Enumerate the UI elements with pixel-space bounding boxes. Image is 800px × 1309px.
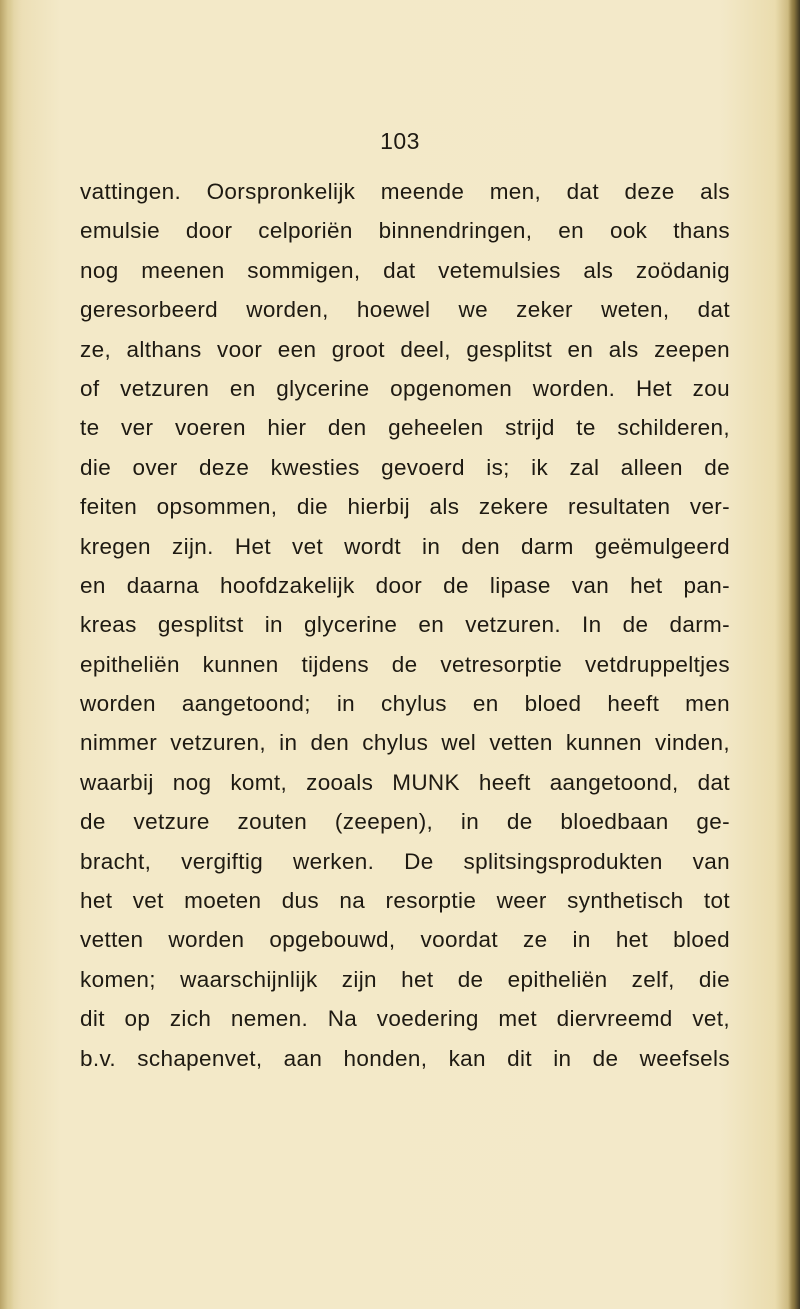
text-line: geresorbeerd worden, hoewel we zeker weten, dat bbox=[80, 297, 730, 323]
text-line: of vetzuren en glycerine opgenomen worden. Het zou bbox=[80, 375, 730, 401]
text-line: te ver voeren hier den geheelen strijd te schilderen, bbox=[80, 415, 730, 441]
text-line: waarbij nog komt, zooals MUNK heeft aangetoond, dat bbox=[80, 769, 730, 795]
text-line: die over deze kwesties gevoerd is; ik zal alleen de bbox=[80, 454, 730, 480]
text-line: komen; waarschijnlijk zijn het de epitheliën zelf, die bbox=[80, 966, 730, 992]
text-line: emulsie door celporiën binnendringen, en ook thans bbox=[80, 218, 730, 244]
body-text bbox=[80, 172, 730, 1078]
text-line: kregen zijn. Het vet wordt in den darm geëmulgeerd bbox=[80, 533, 730, 559]
text-line: nog meenen sommigen, dat vetemulsies als zoödanig bbox=[80, 257, 730, 283]
page-right-edge bbox=[788, 0, 800, 1309]
page-number: 103 bbox=[380, 128, 420, 154]
text-line: het vet moeten dus na resorptie weer synthetisch tot bbox=[80, 888, 730, 914]
text-line: vattingen. Oorspronkelijk meende men, dat deze als bbox=[80, 179, 730, 204]
text-line: ze, althans voor een groot deel, gesplitst en als zeepen bbox=[80, 336, 730, 362]
text-line: b.v. schapenvet, aan honden, kan dit in de weefsels bbox=[80, 1045, 730, 1071]
text-line: bracht, vergiftig werken. De splitsingsprodukten van bbox=[80, 848, 730, 874]
text-line: en daarna hoofdzakelijk door de lipase van het pan- bbox=[80, 572, 730, 598]
text-line: epitheliën kunnen tijdens de vetresorptie vetdruppeltjes bbox=[80, 651, 730, 677]
text-line: worden aangetoond; in chylus en bloed heeft men bbox=[80, 691, 730, 717]
text-line: nimmer vetzuren, in den chylus wel vetten kunnen vinden, bbox=[80, 730, 730, 756]
text-line: kreas gesplitst in glycerine en vetzuren. In de darm- bbox=[80, 612, 730, 638]
text-line: vetten worden opgebouwd, voordat ze in het bloed bbox=[80, 927, 730, 953]
text-line: feiten opsommen, die hierbij als zekere resultaten ver- bbox=[80, 494, 730, 520]
page-left-edge bbox=[0, 0, 14, 1309]
text-line: de vetzure zouten (zeepen), in de bloedbaan ge- bbox=[80, 809, 730, 835]
text-line: dit op zich nemen. Na voedering met diervreemd vet, bbox=[80, 1006, 730, 1032]
